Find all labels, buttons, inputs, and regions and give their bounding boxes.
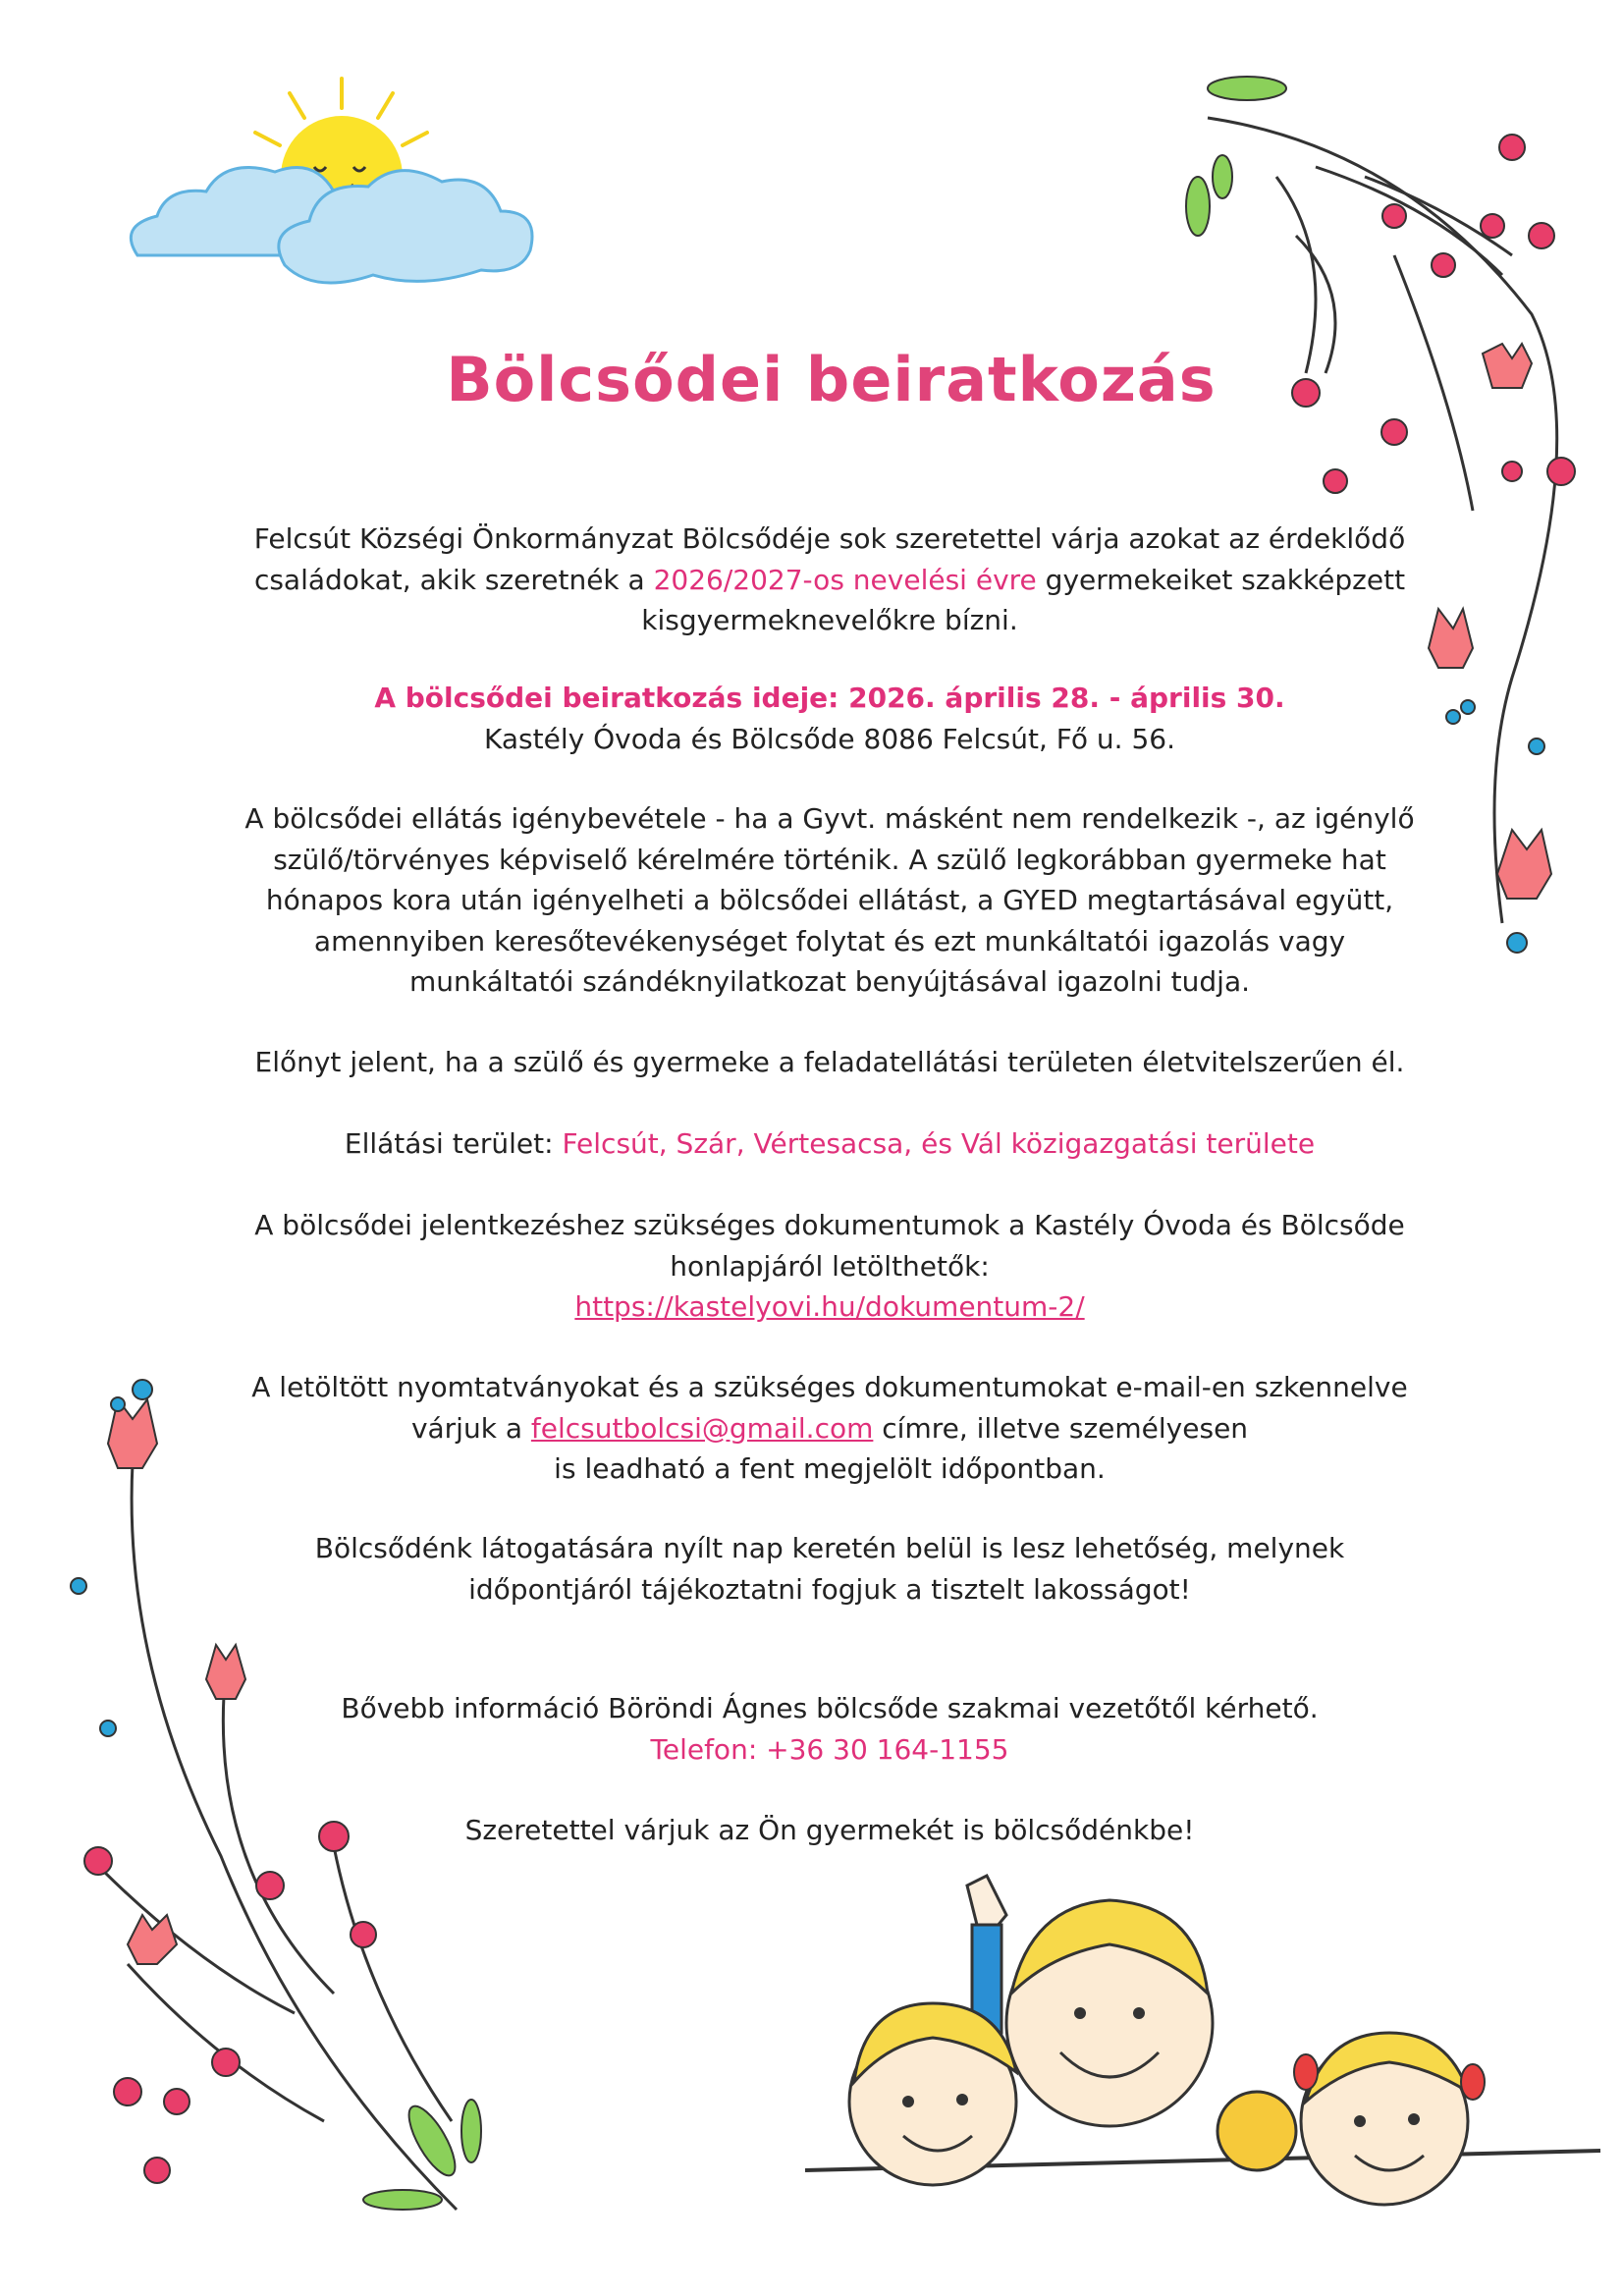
open-day-line: Bölcsődénk látogatására nyílt nap keretén belül is lesz lehetőség, melynek — [314, 1532, 1345, 1564]
submit-text: várjuk a — [410, 1411, 531, 1445]
area-value: Felcsút, Szár, Vértesacsa, és Vál közigazgatási területe — [562, 1127, 1316, 1160]
children-illustration — [805, 1866, 1610, 2278]
rules-line: amennyiben keresőtevékenységet folytat és ezt munkáltatói igazolás vagy — [313, 924, 1346, 957]
submit-paragraph — [226, 1367, 1434, 1490]
documents-line: honlapjáról letölthetők: — [670, 1249, 990, 1283]
rules-line: A bölcsődei ellátás igénybevétele - ha a Gyvt. másként nem rendelkezik -, az igénylő — [244, 802, 1415, 835]
rules-line: munkáltatói szándéknyilatkozat benyújtásával igazolni tudja. — [408, 965, 1251, 998]
area-paragraph — [226, 1123, 1434, 1165]
sun-cloud-illustration — [108, 69, 619, 334]
contact-phone: Telefon: +36 30 164-1155 — [650, 1732, 1009, 1766]
intro-line: kisgyermeknevelőkre bízni. — [641, 604, 1018, 636]
advantage-paragraph — [226, 1042, 1434, 1083]
enrollment-date: A bölcsődei beiratkozás ideje: 2026. április 28. - április 30. — [374, 682, 1285, 714]
contact-paragraph — [226, 1688, 1434, 1770]
intro-text: gyermekeiket szakképzett — [1036, 563, 1406, 596]
intro-line — [226, 560, 1434, 601]
documents-paragraph — [226, 1205, 1434, 1328]
documents-line: A bölcsődei jelentkezéshez szükséges dokumentumok a Kastély Óvoda és Bölcsőde — [254, 1209, 1405, 1241]
advantage-text: Előnyt jelent, ha a szülő és gyermeke a feladatellátási területen életvitelszerűen él. — [254, 1046, 1405, 1078]
enrollment-address: Kastély Óvoda és Bölcsőde 8086 Felcsút, Fő u. 56. — [484, 722, 1175, 755]
closing-paragraph — [226, 1810, 1434, 1851]
rules-line: szülő/törvényes képviselő kérelmére történik. A szülő legkorábban gyermeke hat — [273, 843, 1386, 876]
email-link[interactable]: felcsutbolcsi@gmail.com — [530, 1411, 874, 1445]
rules-line: hónapos kora után igényelheti a bölcsődei ellátást, a GYED megtartásával együtt, — [265, 884, 1394, 916]
rules-paragraph — [226, 798, 1434, 1003]
page-title: Bölcsődei beiratkozás — [446, 344, 1217, 415]
submit-text: címre, illetve személyesen — [873, 1411, 1249, 1445]
contact-info: Bővebb információ Böröndi Ágnes bölcsőde szakmai vezetőtől kérhető. — [341, 1692, 1319, 1724]
documents-link[interactable]: https://kastelyovi.hu/dokumentum-2/ — [574, 1290, 1085, 1323]
intro-text: családokat, akik szeretnék a — [253, 563, 654, 596]
enrollment-section — [226, 678, 1434, 759]
open-day-line: időpontjáról tájékoztatni fogjuk a tisztelt lakosságot! — [468, 1572, 1191, 1606]
area-label: Ellátási terület: — [344, 1127, 563, 1160]
submit-line: A letöltött nyomtatványokat és a szükséges dokumentumokat e-mail-en szkennelve — [251, 1371, 1408, 1403]
open-day-paragraph — [226, 1528, 1434, 1610]
submit-line: is leadható a fent megjelölt időpontban. — [554, 1452, 1106, 1485]
intro-paragraph — [226, 519, 1434, 641]
closing-text: Szeretettel várjuk az Ön gyermekét is bölcsődénkbe! — [464, 1814, 1195, 1846]
school-year-highlight: 2026/2027-os nevelési évre — [653, 563, 1037, 596]
intro-line: Felcsút Községi Önkormányzat Bölcsődéje sok szeretettel várja azokat az érdeklődő — [253, 522, 1406, 555]
